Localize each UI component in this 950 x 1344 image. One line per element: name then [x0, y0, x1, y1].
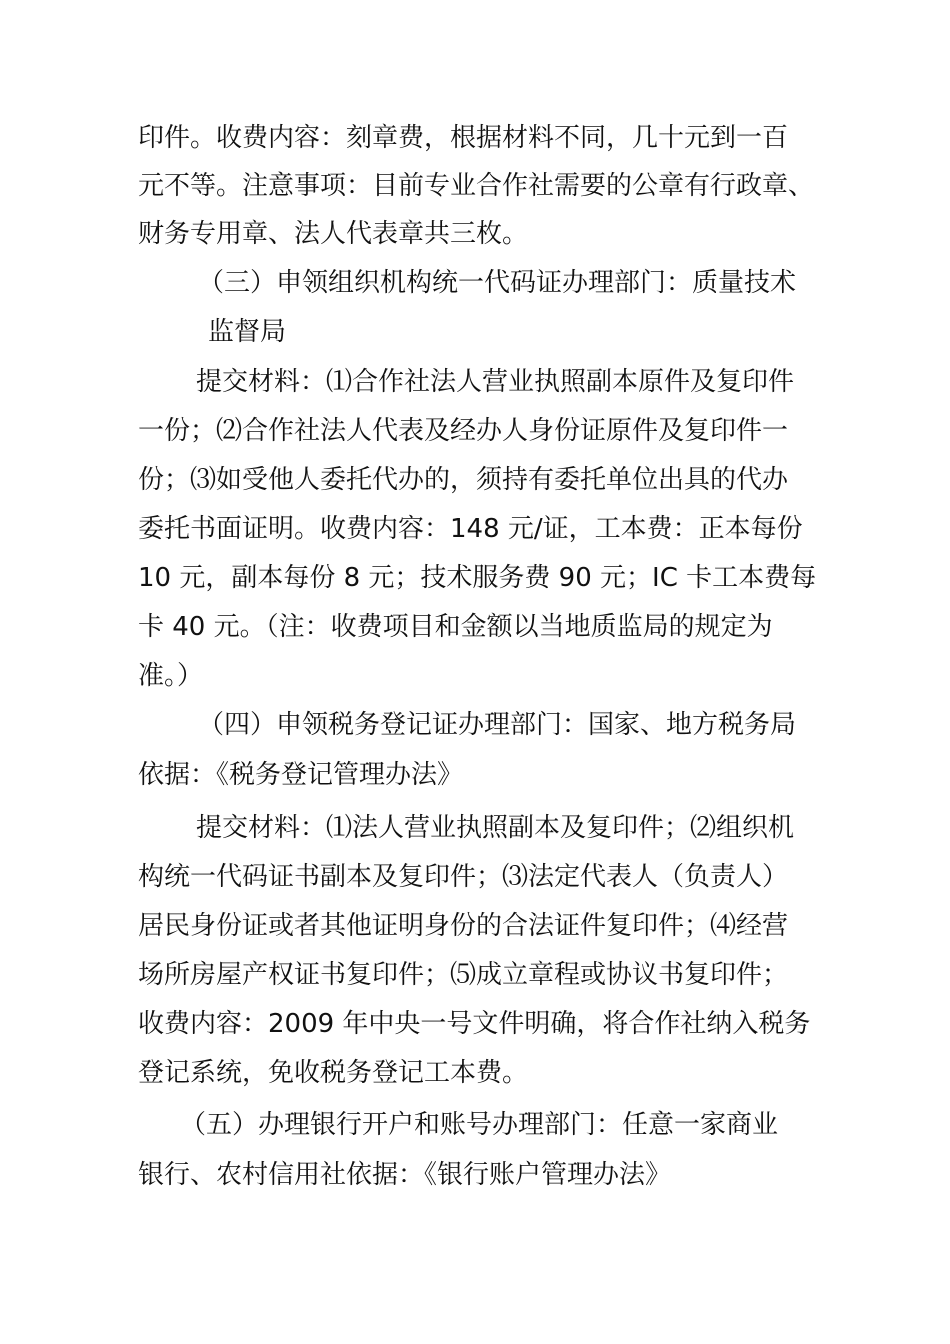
section-heading-5 [0, 1105, 950, 1145]
section-heading-line2: 依据：《税务登记管理办法》 [138, 760, 464, 790]
section-heading-title: （五）办理银行开户和账号 [180, 1110, 493, 1140]
paragraph-line: 构统一代码证书副本及复印件；⑶法定代表人（负责人） [138, 862, 789, 892]
section-heading-department: 办理部门：国家、地方税务局 [458, 710, 797, 740]
paragraph-line: 准。） [138, 661, 204, 691]
section-heading-line2: 监督局 [208, 317, 287, 347]
paragraph-line: 委托书面证明。收费内容：148 元/证，工本费：正本每份 [138, 514, 803, 544]
paragraph-line: 提交材料：⑴合作社法人营业执照副本原件及复印件 [196, 367, 795, 397]
paragraph-line: 居民身份证或者其他证明身份的合法证件复印件；⑷经营 [138, 911, 789, 941]
paragraph-line: 提交材料：⑴法人营业执照副本及复印件；⑵组织机 [196, 813, 795, 843]
section-heading-title: （三）申领组织机构统一代码 [198, 268, 537, 298]
paragraph-line: 收费内容：2009 年中央一号文件明确，将合作社纳入税务 [138, 1009, 811, 1039]
paragraph-line: 登记系统，免收税务登记工本费。 [138, 1058, 529, 1088]
paragraph-line: 财务专用章、法人代表章共三枚。 [138, 219, 529, 249]
paragraph-line: 10 元，副本每份 8 元；技术服务费 90 元；IC 卡工本费每 [138, 563, 817, 593]
section-heading-title: （四）申领税务登记证 [198, 710, 459, 740]
paragraph-line: 场所房屋产权证书复印件；⑸成立章程或协议书复印件； [138, 960, 789, 990]
paragraph-line: 元不等。注意事项：目前专业合作社需要的公章有行政章、 [138, 171, 815, 201]
section-heading-department: 办理部门：任意一家商业 [492, 1110, 779, 1140]
paragraph-line: 卡 40 元。（注：收费项目和金额以当地质监局的规定为 [138, 612, 773, 642]
section-heading-3 [0, 263, 950, 303]
section-heading-line2: 银行、农村信用社依据：《银行账户管理办法》 [138, 1160, 672, 1190]
section-heading-department: 证办理部门：质量技术 [536, 268, 797, 298]
section-heading-4 [0, 705, 950, 745]
paragraph-line: 一份；⑵合作社法人代表及经办人身份证原件及复印件一 [138, 416, 789, 446]
paragraph-line: 份；⑶如受他人委托代办的，须持有委托单位出具的代办 [138, 465, 789, 495]
paragraph-line: 印件。收费内容：刻章费，根据材料不同，几十元到一百 [138, 123, 789, 153]
